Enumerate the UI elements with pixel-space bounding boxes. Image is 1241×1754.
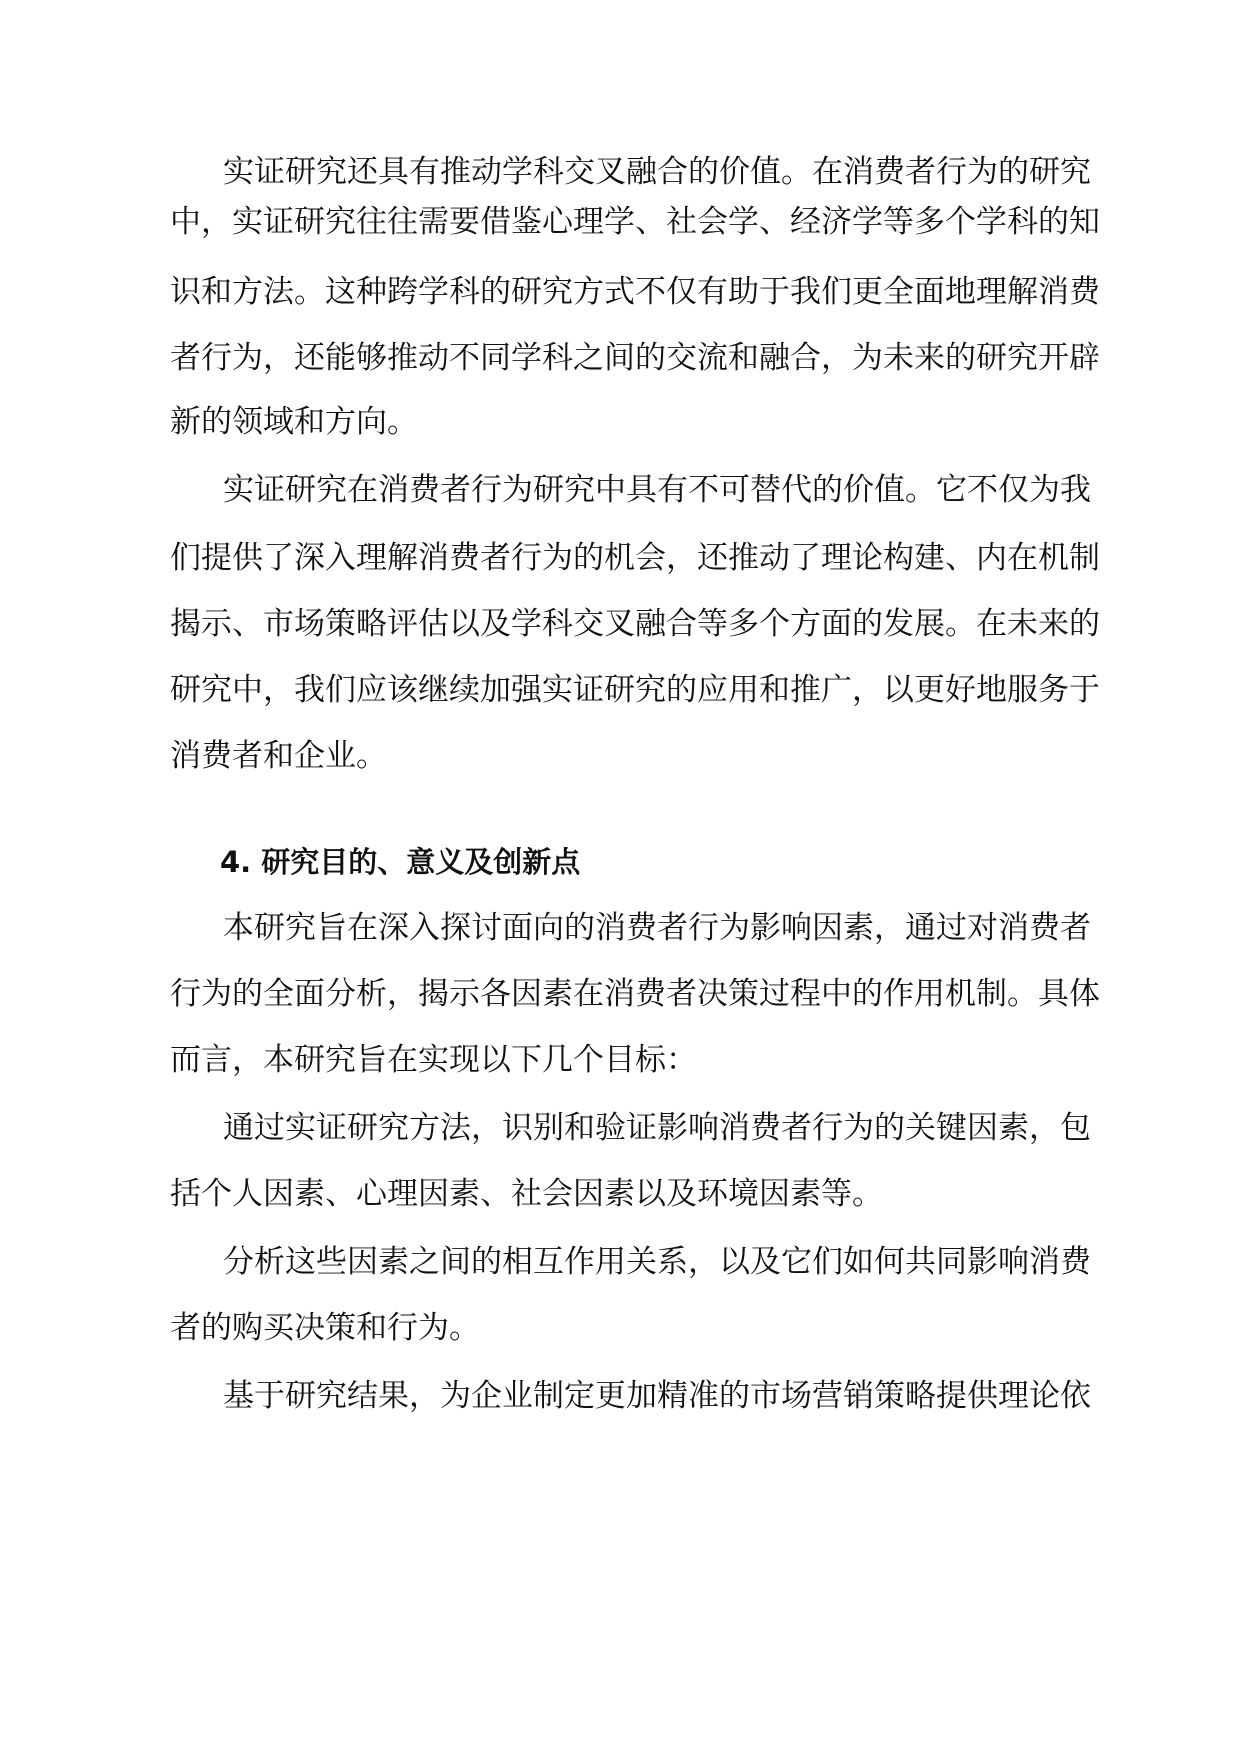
paragraph-3-line-3: 而言，本研究旨在实现以下几个目标： — [170, 1042, 697, 1078]
paragraph-4-line-1: 通过实证研究方法，识别和验证影响消费者行为的关键因素，包 — [223, 1110, 1091, 1146]
paragraph-3-line-2: 行为的全面分析，揭示各因素在消费者决策过程中的作用机制。具体 — [170, 976, 1100, 1012]
paragraph-1-line-1: 实证研究还具有推动学科交叉融合的价值。在消费者行为的研究 — [223, 154, 1091, 190]
paragraph-4-line-2: 括个人因素、心理因素、社会因素以及环境因素等。 — [170, 1176, 883, 1212]
paragraph-2-line-2: 们提供了深入理解消费者行为的机会，还推动了理论构建、内在机制 — [170, 540, 1100, 576]
section-heading: 4. 研究目的、意义及创新点 — [220, 845, 581, 879]
paragraph-5-line-1: 分析这些因素之间的相互作用关系，以及它们如何共同影响消费 — [223, 1244, 1091, 1280]
paragraph-2-line-1: 实证研究在消费者行为研究中具有不可替代的价值。它不仅为我 — [223, 472, 1091, 508]
paragraph-5-line-2: 者的购买决策和行为。 — [170, 1310, 480, 1346]
paragraph-2-line-5: 消费者和企业。 — [170, 738, 387, 774]
paragraph-1-line-2: 中，实证研究往往需要借鉴心理学、社会学、经济学等多个学科的知 — [170, 204, 1100, 240]
paragraph-2-line-4: 研究中，我们应该继续加强实证研究的应用和推广，以更好地服务于 — [170, 672, 1100, 708]
paragraph-6-line-1: 基于研究结果，为企业制定更加精准的市场营销策略提供理论依 — [223, 1378, 1091, 1414]
paragraph-2-line-3: 揭示、市场策略评估以及学科交叉融合等多个方面的发展。在未来的 — [170, 606, 1100, 642]
paragraph-1-line-4: 者行为，还能够推动不同学科之间的交流和融合，为未来的研究开辟 — [170, 340, 1100, 376]
paragraph-1-line-5: 新的领域和方向。 — [170, 404, 418, 440]
paragraph-1-line-3: 识和方法。这种跨学科的研究方式不仅有助于我们更全面地理解消费 — [170, 274, 1100, 310]
paragraph-3-line-1: 本研究旨在深入探讨面向的消费者行为影响因素，通过对消费者 — [223, 910, 1091, 946]
